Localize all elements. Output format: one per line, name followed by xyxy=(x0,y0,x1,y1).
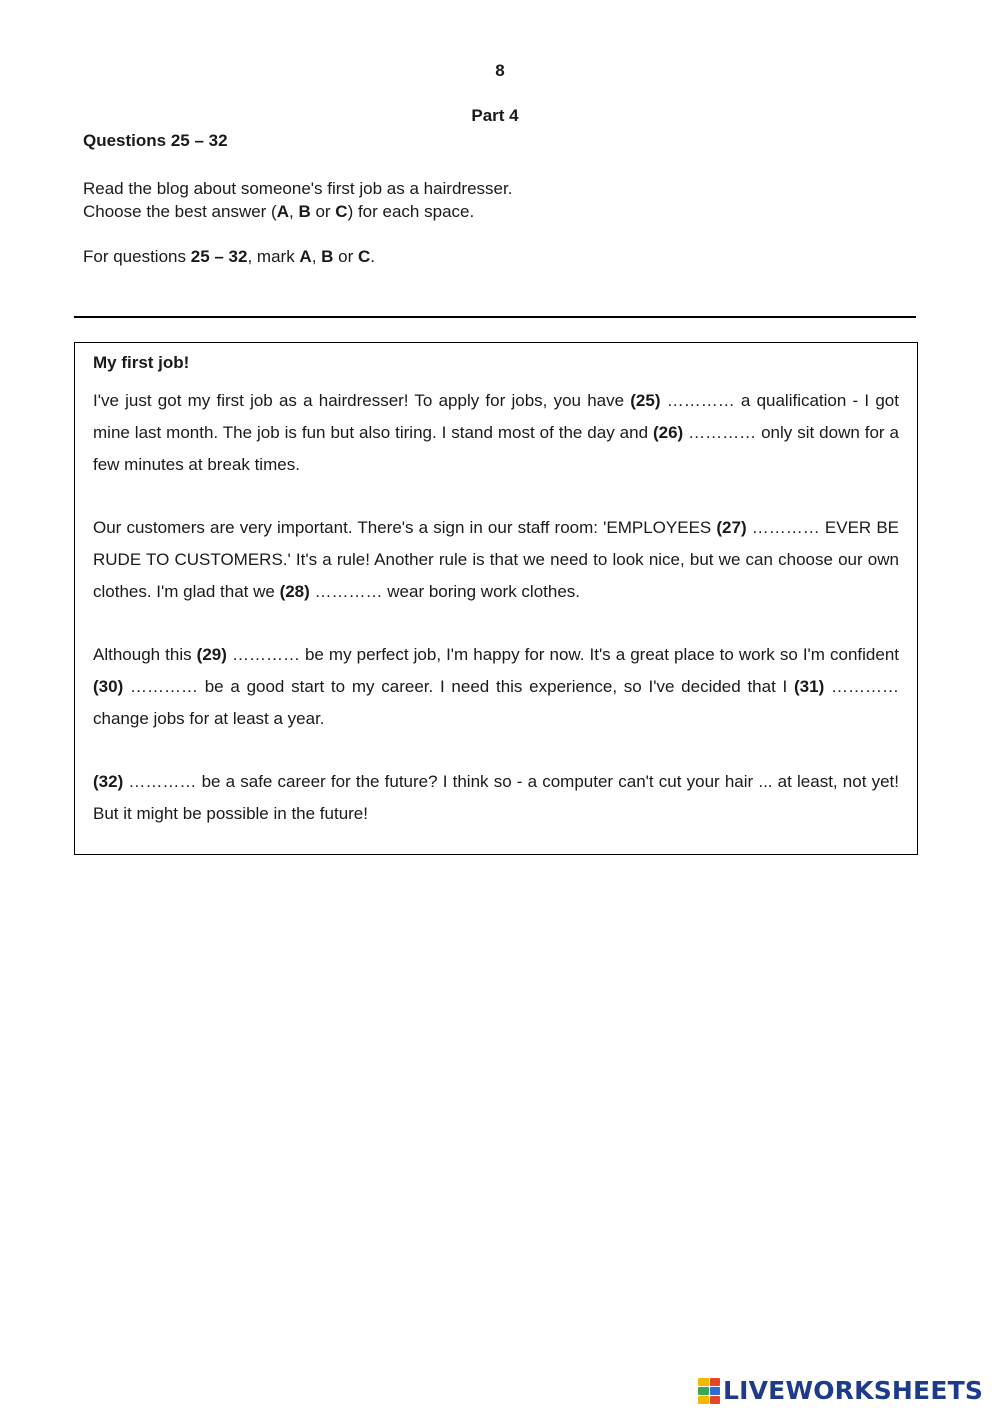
blog-paragraph-1: I've just got my first job as a hairdresser! To apply for jobs, you have (25) ………… a qualification - I got mine last month. The job is fun but also tiring. I stand most of the day and (26) ………… only sit down for a few minutes at break times. xyxy=(93,391,899,474)
blog-paragraph-3: Although this (29) ………… be my perfect job, I'm happy for now. It's a great place to work so I'm confident (30) ………… be a good start to my career. I need this experience, so I've decided that I (31) ………… change jobs for at least a year. xyxy=(93,645,899,728)
question-26-label: (26) xyxy=(652,423,684,442)
blog-box xyxy=(74,342,918,855)
mark-instruction: For questions 25 – 32, mark A, B or C. xyxy=(83,247,376,266)
blog-paragraph-2: Our customers are very important. There's a sign in our staff room: 'EMPLOYEES (27) ………… EVER BE RUDE TO CUSTOMERS.' It's a rule! Another rule is that we need to look nice, but we can choose our own clothes. I'm glad that we (28) ………… wear boring work clothes. xyxy=(93,518,899,601)
question-29-label: (29) xyxy=(196,645,227,664)
liveworksheets-logo-text: LIVEWORKSHEETS xyxy=(723,1376,984,1405)
question-30-label: (30) xyxy=(93,677,124,696)
divider-rule xyxy=(74,316,916,318)
question-28-label: (28) xyxy=(279,582,310,601)
gap-27[interactable]: ………… xyxy=(751,518,820,537)
liveworksheets-logo-icon xyxy=(698,1378,720,1404)
part-title: Part 4 xyxy=(471,106,519,125)
question-25-label: (25) xyxy=(630,391,661,410)
gap-32[interactable]: ………… xyxy=(128,772,197,791)
instruction-line-1: Read the blog about someone's first job as a hairdresser. xyxy=(83,179,513,198)
gap-29[interactable]: ………… xyxy=(231,645,300,664)
page-number: 8 xyxy=(495,61,505,80)
question-32-label: (32) xyxy=(93,772,124,791)
gap-30[interactable]: ………… xyxy=(129,677,198,696)
question-31-label: (31) xyxy=(794,677,825,696)
instruction-line-2: Choose the best answer (A, B or C) for each space. xyxy=(83,202,475,221)
gap-31[interactable]: ………… xyxy=(831,677,899,696)
instructions xyxy=(83,177,512,223)
gap-26[interactable]: ………… xyxy=(688,423,757,442)
gap-28[interactable]: ………… xyxy=(314,582,383,601)
liveworksheets-logo[interactable] xyxy=(698,1376,983,1405)
gap-25[interactable]: ………… xyxy=(666,391,735,410)
question-27-label: (27) xyxy=(716,518,747,537)
blog-paragraph-4: (32) ………… be a safe career for the future? I think so - a computer can't cut your hair ... at least, not yet! But it might be possible in the future! xyxy=(93,772,899,823)
blog-title: My first job! xyxy=(93,353,190,372)
questions-title: Questions 25 – 32 xyxy=(83,131,228,150)
